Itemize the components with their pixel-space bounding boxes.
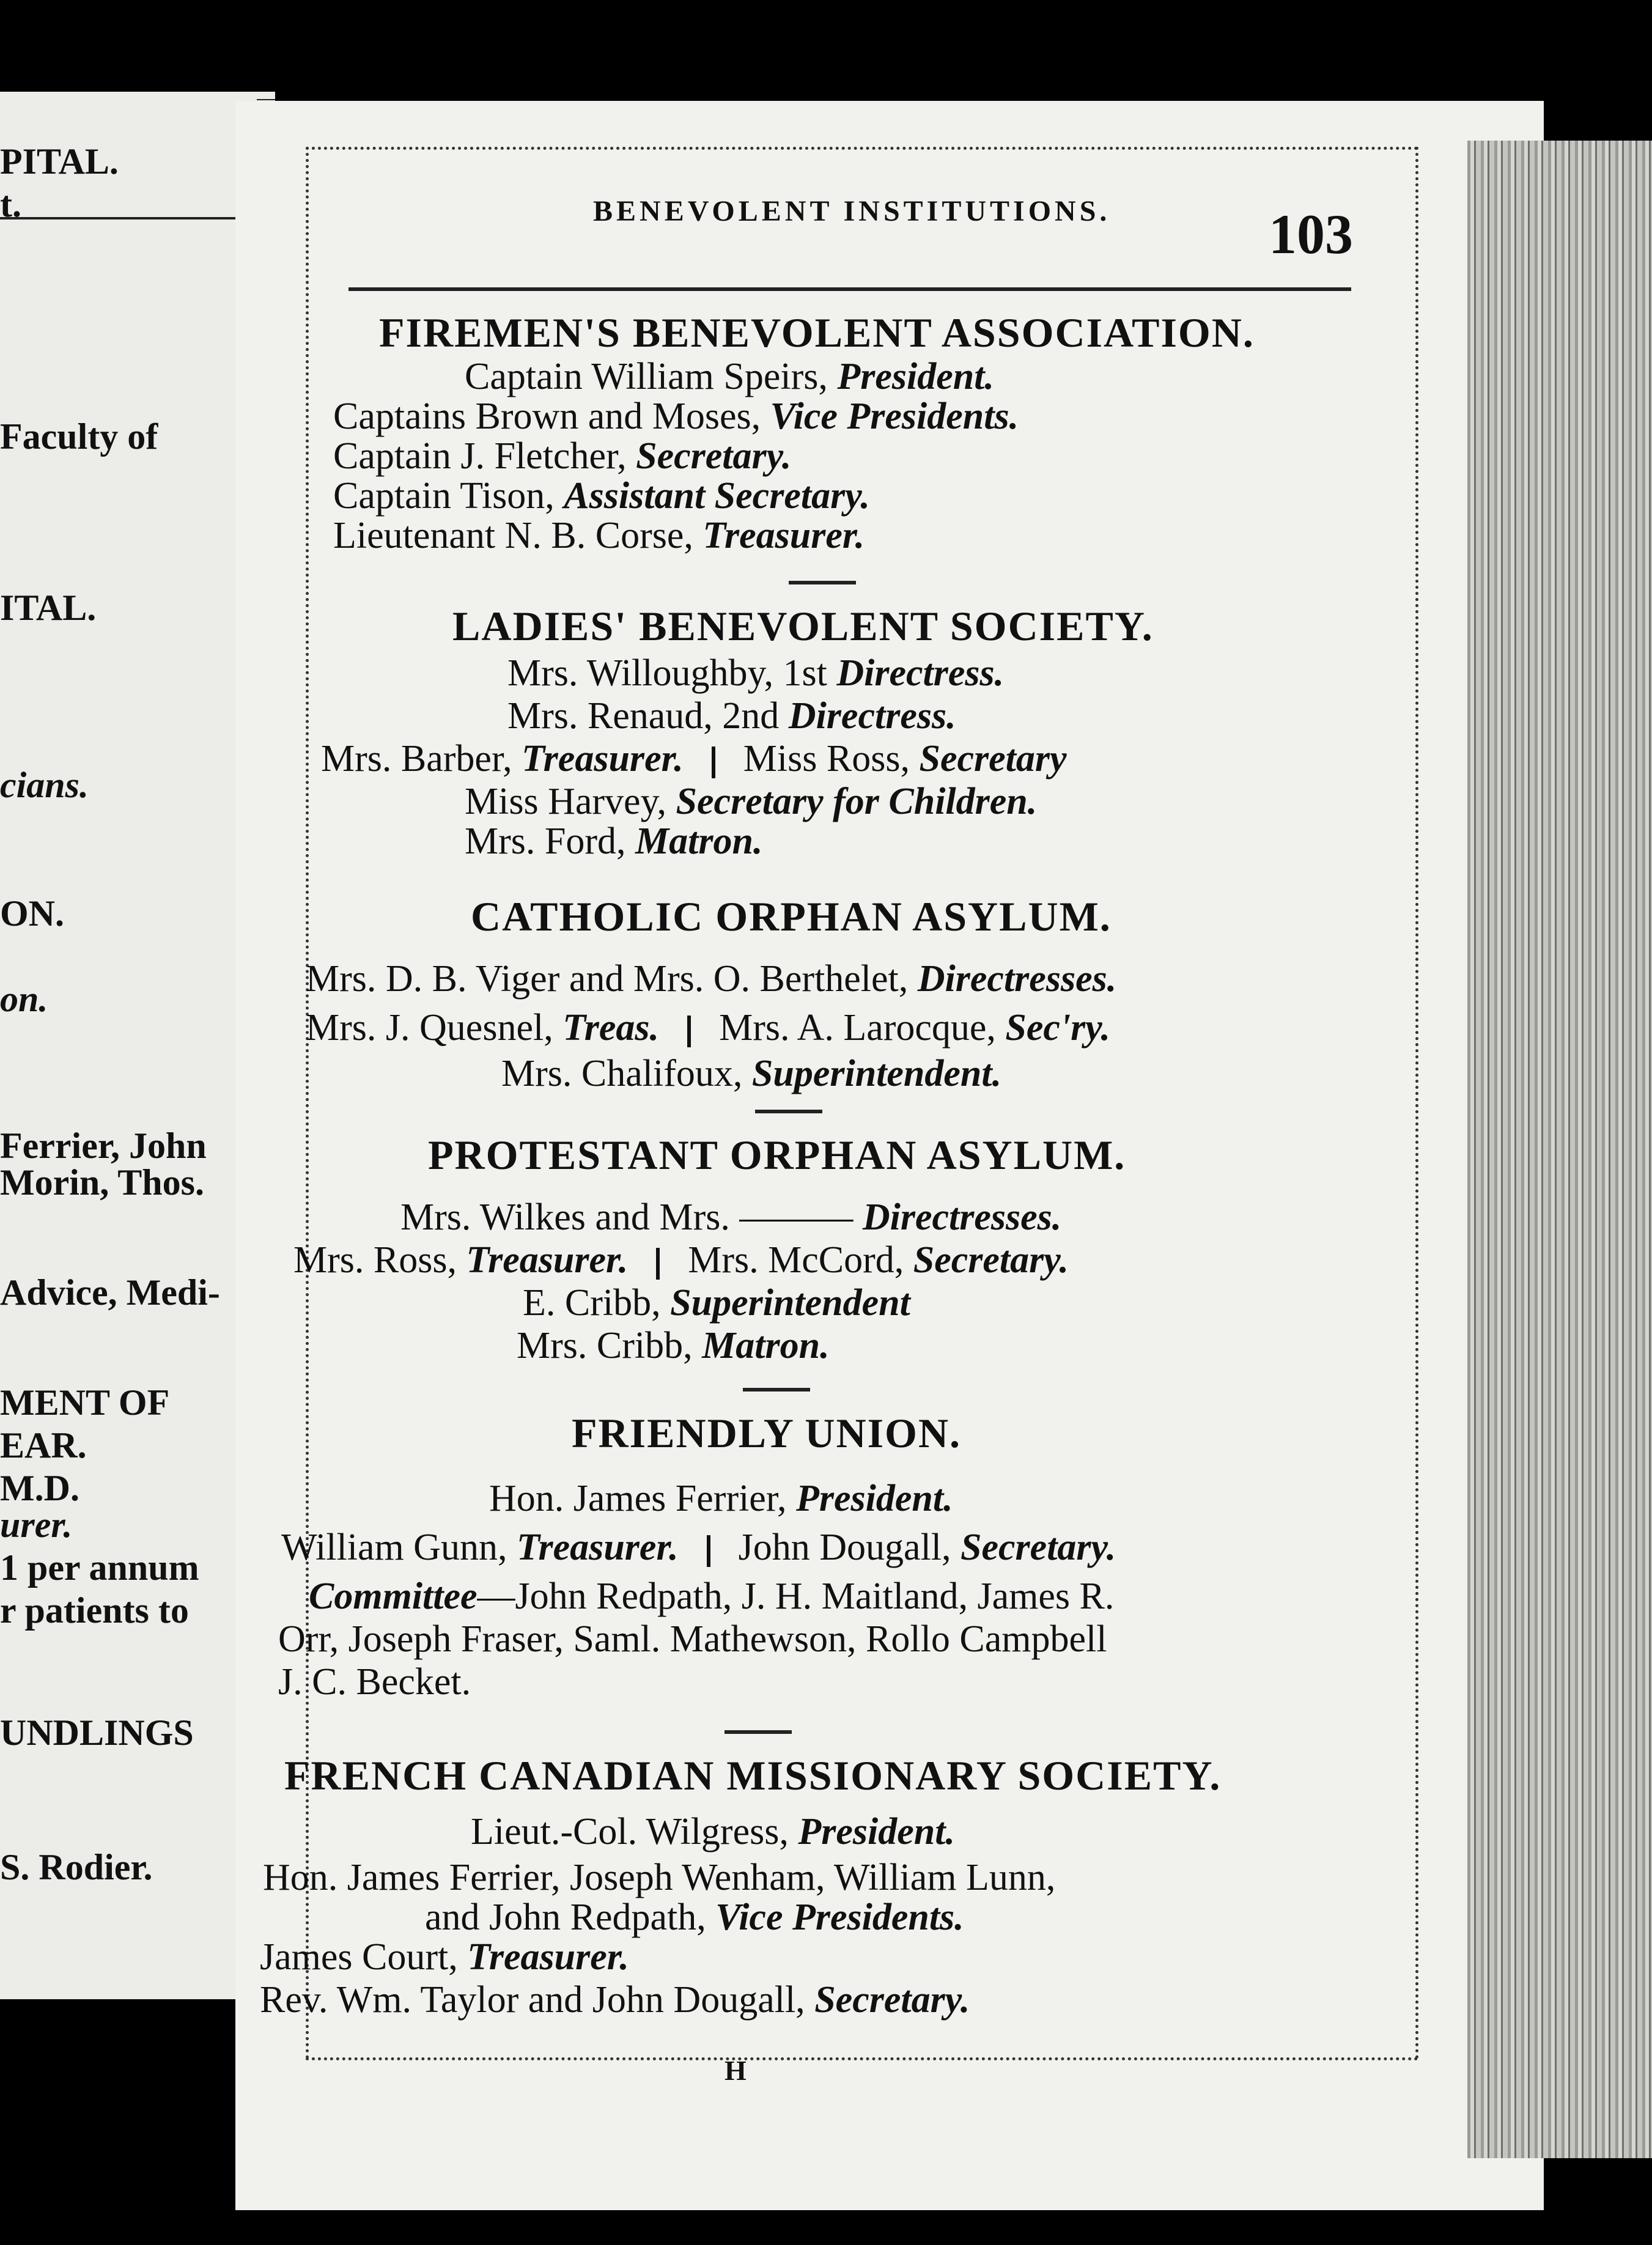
previous-page-line: 1 per annum bbox=[0, 1547, 199, 1588]
running-title: BENEVOLENT INSTITUTIONS. bbox=[593, 195, 1111, 227]
entry-line: Mrs. Renaud, 2nd Directress. bbox=[507, 695, 956, 737]
entry-line: Mrs. Cribb, Matron. bbox=[517, 1325, 830, 1366]
entry-line: Captain William Speirs, President. bbox=[465, 356, 995, 397]
entry-line: Mrs. Ford, Matron. bbox=[465, 820, 763, 862]
previous-page-line: UNDLINGS bbox=[0, 1712, 194, 1753]
entry-line: Captain Tison, Assistant Secretary. bbox=[333, 475, 870, 517]
section-title-firemen: FIREMEN'S BENEVOLENT ASSOCIATION. bbox=[379, 309, 1255, 356]
previous-page-line: S. Rodier. bbox=[0, 1847, 153, 1887]
previous-page-line: ON. bbox=[0, 893, 64, 934]
section-separator bbox=[789, 581, 856, 584]
entry-line: E. Cribb, Superintendent bbox=[523, 1282, 910, 1324]
section-separator bbox=[725, 1730, 792, 1734]
entry-line: Hon. James Ferrier, President. bbox=[489, 1478, 953, 1519]
entry-line: and John Redpath, Vice Presidents. bbox=[425, 1897, 964, 1938]
entry-line: Mrs. Ross, Treasurer. Mrs. McCord, Secretary. bbox=[293, 1239, 1069, 1281]
entry-line: Lieut.-Col. Wilgress, President. bbox=[471, 1811, 955, 1852]
entry-line: Mrs. Barber, Treasurer. Miss Ross, Secretary bbox=[321, 738, 1067, 780]
previous-page-line: cians. bbox=[0, 765, 89, 805]
section-separator bbox=[755, 1110, 822, 1113]
section-title-ladies: LADIES' BENEVOLENT SOCIETY. bbox=[452, 603, 1154, 649]
entry-line: Committee—John Redpath, J. H. Maitland, James R. bbox=[309, 1576, 1115, 1617]
previous-page-line: ITAL. bbox=[0, 588, 97, 628]
page-number: 103 bbox=[1269, 203, 1353, 265]
previous-page-line: Ferrier, John bbox=[0, 1126, 207, 1166]
previous-page-line: t. bbox=[0, 184, 21, 224]
book-page-edges bbox=[1467, 141, 1652, 2158]
entry-line: Mrs. Wilkes and Mrs. ——— Directresses. bbox=[400, 1196, 1062, 1238]
entry-line: Mrs. Willoughby, 1st Directress. bbox=[507, 652, 1005, 694]
entry-line: Rev. Wm. Taylor and John Dougall, Secretary. bbox=[260, 1979, 970, 2021]
entry-line: Miss Harvey, Secretary for Children. bbox=[465, 781, 1038, 822]
previous-page-line: urer. bbox=[0, 1505, 73, 1545]
previous-page-line: on. bbox=[0, 979, 48, 1019]
previous-page-line: Advice, Medi- bbox=[0, 1272, 220, 1313]
previous-page-line: MENT OF bbox=[0, 1382, 170, 1423]
entry-line: Lieutenant N. B. Corse, Treasurer. bbox=[333, 515, 865, 556]
previous-page-line: Faculty of bbox=[0, 416, 158, 457]
previous-page bbox=[0, 92, 275, 1999]
entry-line: Mrs. J. Quesnel, Treas. Mrs. A. Larocque, Sec'ry. bbox=[306, 1007, 1110, 1049]
header-rule bbox=[348, 287, 1351, 291]
entry-line: William Gunn, Treasurer. John Dougall, Secretary. bbox=[281, 1527, 1116, 1568]
entry-line: Captains Brown and Moses, Vice Presidents. bbox=[333, 396, 1019, 437]
entry-line: J. C. Becket. bbox=[278, 1661, 471, 1703]
previous-page-line: Morin, Thos. bbox=[0, 1162, 204, 1203]
entry-line: Orr, Joseph Fraser, Saml. Mathewson, Rollo Campbell bbox=[278, 1618, 1107, 1660]
previous-page-line: EAR. bbox=[0, 1425, 87, 1465]
previous-page-line: r patients to bbox=[0, 1590, 189, 1631]
section-title-catholic: CATHOLIC ORPHAN ASYLUM. bbox=[471, 893, 1112, 940]
entry-line: Hon. James Ferrier, Joseph Wenham, William Lunn, bbox=[263, 1857, 1056, 1898]
previous-page-rule bbox=[0, 217, 238, 219]
section-separator bbox=[743, 1388, 810, 1392]
entry-line: Captain J. Fletcher, Secretary. bbox=[333, 435, 792, 477]
previous-page-line: M.D. bbox=[0, 1468, 79, 1508]
entry-line: Mrs. Chalifoux, Superintendent. bbox=[501, 1053, 1002, 1094]
section-title-friendly: FRIENDLY UNION. bbox=[572, 1410, 962, 1456]
previous-page-line: PITAL. bbox=[0, 141, 119, 182]
section-title-french: FRENCH CANADIAN MISSIONARY SOCIETY. bbox=[284, 1752, 1222, 1799]
entry-line: Mrs. D. B. Viger and Mrs. O. Berthelet, Directresses. bbox=[306, 958, 1117, 1000]
signature-mark: H bbox=[725, 2055, 747, 2086]
entry-line: James Court, Treasurer. bbox=[260, 1936, 629, 1978]
section-title-protestant: PROTESTANT ORPHAN ASYLUM. bbox=[428, 1132, 1126, 1178]
